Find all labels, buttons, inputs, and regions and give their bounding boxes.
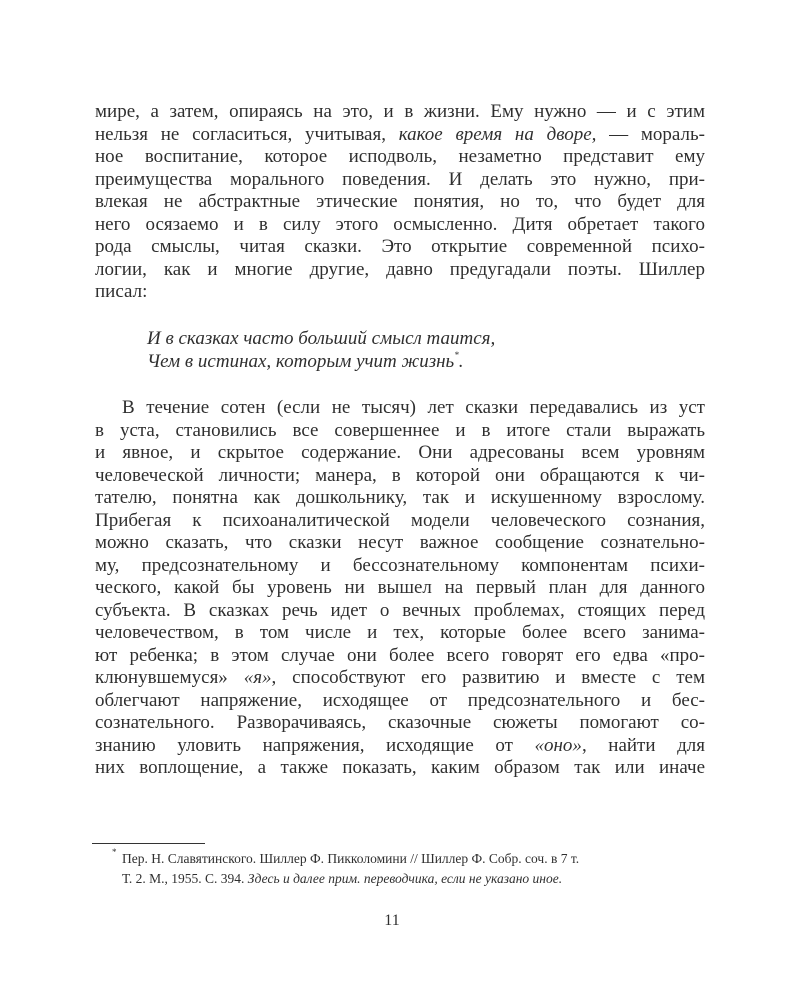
quote-line-1: И в сказках часто больший смысл таится,: [147, 328, 496, 349]
text-segment: облегчают напряжение, исходящее от предсознательного и бес-: [95, 689, 705, 711]
text-line: [95, 191, 705, 214]
italic-text: «я»: [243, 667, 272, 688]
text-line: [95, 259, 705, 282]
italic-text: «оно»: [534, 734, 582, 756]
text-line: [95, 555, 705, 578]
text-line: [95, 577, 705, 600]
text-segment: писал:: [95, 281, 148, 302]
text-line: [95, 757, 705, 780]
text-line: [95, 532, 705, 555]
footnote-reference[interactable]: *: [454, 349, 459, 360]
footnote-divider: [92, 843, 205, 844]
text-line: [95, 690, 705, 713]
text-line: [95, 667, 705, 690]
text-segment: сознательного. Разворачиваясь, сказочные сюжеты помогают со-: [95, 712, 705, 733]
quote-line-2: [147, 351, 495, 374]
footnote-note: Здесь и далее прим. переводчика, если не указано иное.: [247, 871, 563, 886]
text-line: [95, 236, 705, 259]
footnote-line-1: Пер. Н. Славятинского. Шиллер Ф. Пикколомини // Шиллер Ф. Собр. соч. в 7 т.: [122, 851, 580, 866]
text-segment: него осязаемо и в силу этого осмысленно. Дитя обретает такого: [95, 213, 705, 235]
footnote: [112, 847, 707, 889]
text-segment: клюнувшемуся»: [95, 667, 244, 688]
text-segment: ют ребенка; в этом случае они более всего говорят его едва «про-: [95, 644, 705, 666]
paragraph-2: [95, 397, 705, 780]
text-segment: ное воспитание, которое исподволь, незаметно представит ему: [95, 146, 705, 167]
text-line: [95, 442, 705, 465]
text-segment: них воплощение, а также показать, каким образом так или иначе: [95, 757, 705, 778]
text-line: [95, 397, 705, 420]
text-segment: субъекта. В сказках речь идет о вечных проблемах, стоящих перед: [95, 599, 705, 621]
text-line: [95, 101, 705, 124]
text-line: [95, 645, 705, 668]
text-segment: преимущества морального поведения. И делать это нужно, при-: [95, 168, 705, 190]
text-line: [95, 735, 705, 758]
text-segment: знанию уловить напряжения, исходящие от: [95, 734, 535, 756]
text-line: [95, 487, 705, 510]
text-segment: рода смыслы, читая сказки. Это открытие современной психо-: [95, 236, 705, 257]
text-segment: можно сказать, что сказки несут важное сообщение сознательно-: [95, 532, 705, 553]
text-segment: В течение сотен (если не тысяч) лет сказки передавались из уст: [122, 397, 705, 418]
text-segment: , способствуют его развитию и вместе с тем: [271, 667, 705, 688]
text-line: [95, 281, 705, 304]
paragraph-1: [95, 101, 705, 304]
text-segment: и явное, и скрытое содержание. Они адресованы всем уровням: [95, 442, 705, 463]
text-segment: логии, как и многие другие, давно предугадали поэты. Шиллер: [95, 258, 705, 280]
italic-text: какое время на дворе,: [398, 123, 597, 145]
text-line: [95, 622, 705, 645]
text-line: [95, 420, 705, 443]
text-segment: — мораль-: [596, 123, 705, 145]
quote-end-punctuation: .: [458, 350, 464, 372]
footnote-citation: Т. 2. М., 1955. С. 394.: [122, 871, 248, 886]
text-segment: , найти для: [581, 734, 705, 756]
text-segment: ческого, какой бы уровень ни вышел на первый план для данного: [95, 577, 705, 598]
text-line: [95, 169, 705, 192]
text-segment: тателю, понятна как дошкольнику, так и искушенному взрослому.: [95, 487, 705, 508]
text-segment: Прибегая к психоаналитической модели человеческого сознания,: [95, 509, 705, 531]
text-segment: влекая не абстрактные этические понятия, но то, что будет для: [95, 191, 705, 212]
page-number: 11: [384, 912, 400, 929]
footnote-mark: *: [112, 847, 117, 857]
text-segment: му, предсознательному и бессознательному компонентам психи-: [95, 554, 705, 576]
text-line: [95, 600, 705, 623]
text-line: [95, 510, 705, 533]
text-segment: человечеством, в том числе и тех, которые более всего занима-: [95, 622, 705, 643]
poem-quote: [147, 328, 495, 373]
text-segment: в уста, становились все совершеннее и в итоге стали выражать: [95, 419, 705, 441]
text-segment: мире, а затем, опираясь на это, и в жизни. Ему нужно — и с этим: [95, 101, 705, 122]
text-line: [95, 146, 705, 169]
text-line: [95, 465, 705, 488]
text-line: [95, 214, 705, 237]
text-line: [95, 124, 705, 147]
text-line: [95, 712, 705, 735]
text-segment: нельзя не согласиться, учитывая,: [95, 123, 399, 145]
text-segment: человеческой личности; манера, в которой они обращаются к чи-: [95, 464, 705, 486]
quote-line-2-text: Чем в истинах, которым учит жизнь: [147, 350, 455, 372]
footnote-line-2: [122, 869, 707, 889]
